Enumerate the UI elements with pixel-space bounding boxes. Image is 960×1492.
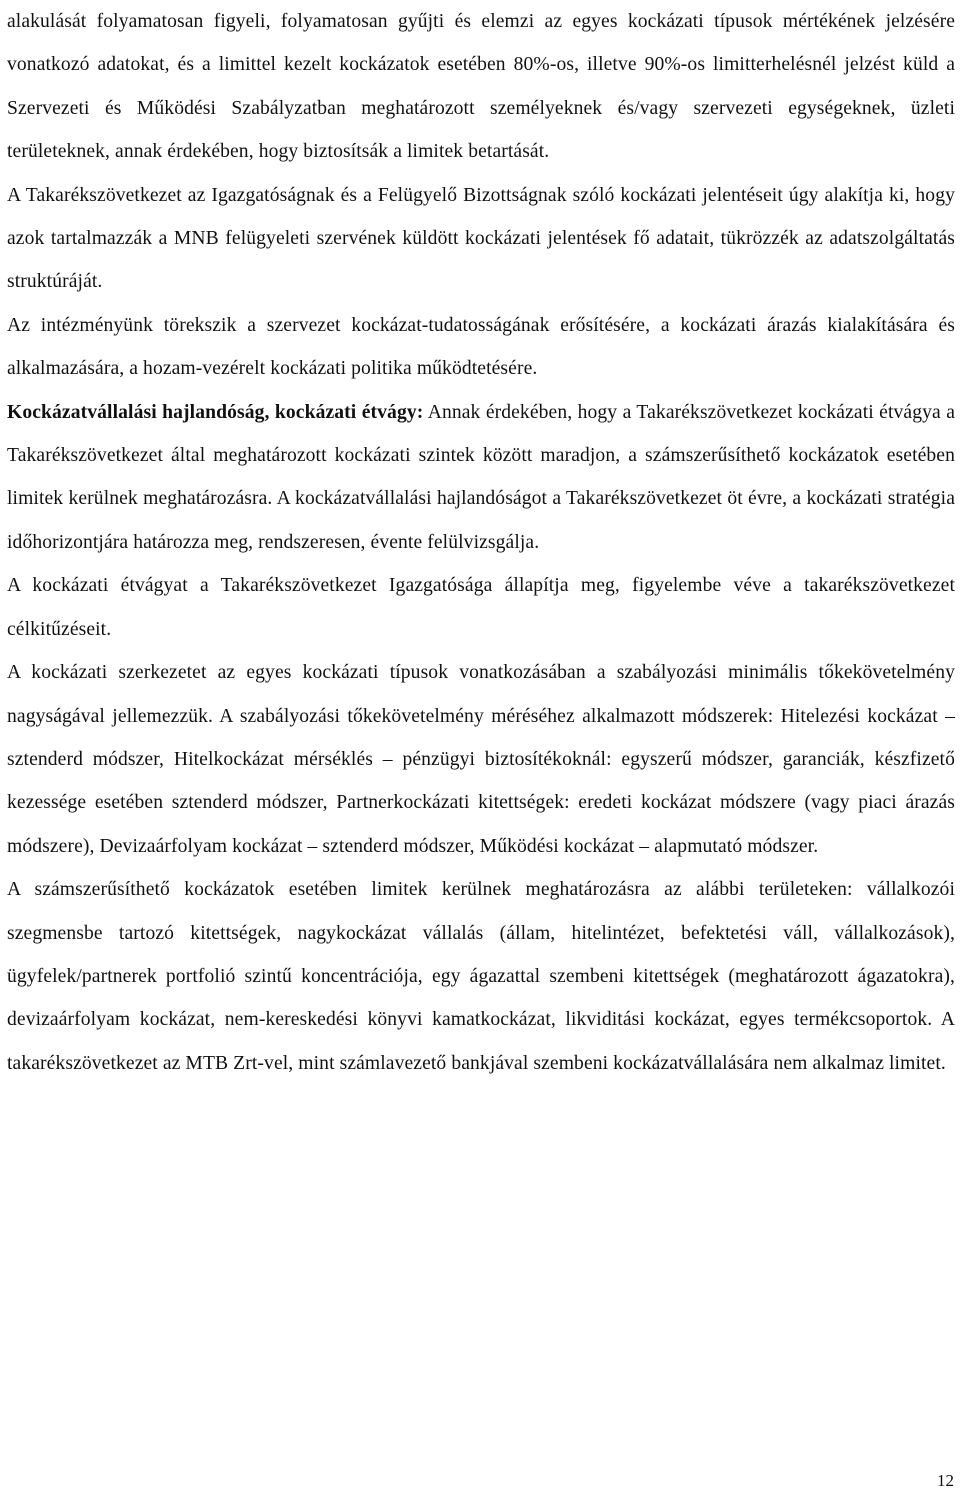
paragraph-risk-reports: A Takarékszövetkezet az Igazgatóságnak és a Felügyelő Bizottságnak szóló kockázati jelentéseit úgy alakítja ki, hogy azok tartalmazzák a MNB felügyeleti szervének küldött kockázati jelentések fő adatait, tükrözzék az adatszolgáltatás struktúráját. bbox=[7, 184, 955, 293]
paragraph-appetite-board: A kockázati étvágyat a Takarékszövetkezet Igazgatósága állapítja meg, figyelembe véve a takarékszövetkezet célkitűzéseit. bbox=[7, 575, 955, 640]
paragraph-risk-appetite bbox=[7, 391, 955, 565]
paragraph-risk-structure: A kockázati szerkezetet az egyes kockázati típusok vonatkozásában a szabályozási minimális tőkekövetelmény nagyságával jellemezzük. A szabályozási tőkekövetelmény méréséhez alkalmazott módszerek: Hitelezési kockázat – sztenderd módszer, Hitelkockázat mérséklés – pénzügyi biztosítékoknál: egyszerű módszer, garanciák, készfizető kezessége esetében sztenderd módszer, Partnerkockázati kitettségek: eredeti kockázat módszere (vagy piaci árazás módszere), Devizaárfolyam kockázat – sztenderd módszer, Működési kockázat – alapmutató módszer. bbox=[7, 662, 955, 857]
risk-appetite-term: Kockázatvállalási hajlandóság, kockázati étvágy: bbox=[7, 401, 424, 423]
page-number: 12 bbox=[937, 1471, 954, 1490]
risk-appetite-text: Annak érdekében, hogy a Takarékszövetkezet kockázati étvágya a Takarékszövetkezet által meghatározott kockázati szintek között maradjon, a számszerűsíthető kockázatok esetében limitek kerülnek meghatározásra. A kockázatvállalási hajlandóságot a Takarékszövetkezet öt évre, a kockázati stratégia időhorizontjára határozza meg, rendszeresen, évente felülvizsgálja. bbox=[7, 401, 955, 553]
paragraph-risk-awareness: Az intézményünk törekszik a szervezet kockázat-tudatosságának erősítésére, a kockázati árazás kialakítására és alkalmazására, a hozam-vezérelt kockázati politika működtetésére. bbox=[7, 314, 955, 380]
paragraph-limit-monitoring: alakulását folyamatosan figyeli, folyamatosan gyűjti és elemzi az egyes kockázati típusok mértékének jelzésére vonatkozó adatokat, és a limittel kezelt kockázatok esetében 80%-os, illetve 90%-os limitterhelésnél jelzést küld a Szervezeti és Működési Szabályzatban meghatározott személyeknek és/vagy szervezeti egységeknek, üzleti területeknek, annak érdekében, hogy biztosítsák a limitek betartását. bbox=[7, 11, 955, 163]
paragraph-limit-areas: A számszerűsíthető kockázatok esetében limitek kerülnek meghatározásra az alábbi területeken: vállalkozói szegmensbe tartozó kitettségek, nagykockázat vállalás (állam, hitelintézet, befektetési váll, vállalkozások), ügyfelek/partnerek portfolió szintű koncentrációja, egy ágazattal szembeni kitettségek (meghatározott ágazatokra), devizaárfolyam kockázat, nem-kereskedési könyvi kamatkockázat, likviditási kockázat, egyes termékcsoportok. A takarékszövetkezet az MTB Zrt-vel, mint számlavezető bankjával szembeni kockázatvállalására nem alkalmaz limitet. bbox=[7, 879, 955, 1074]
document-page bbox=[7, 0, 955, 1085]
